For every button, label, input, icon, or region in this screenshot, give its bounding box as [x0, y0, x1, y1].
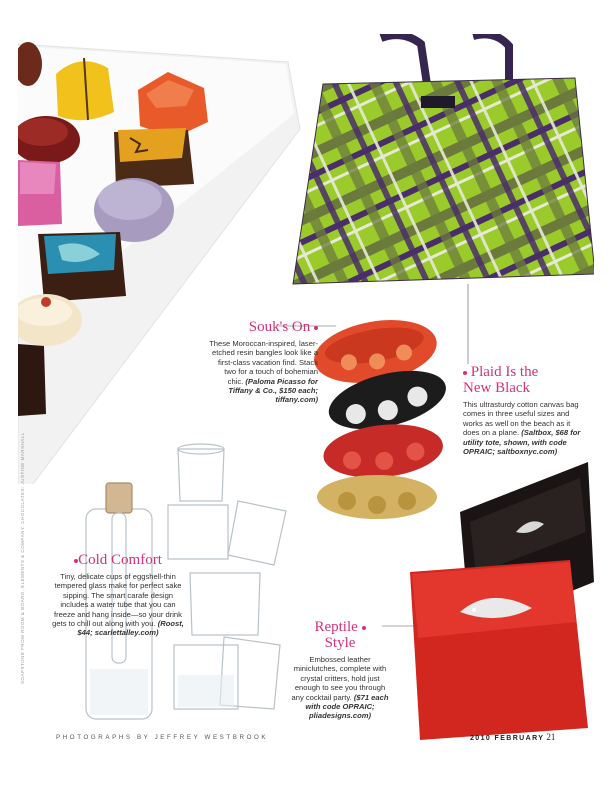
folio-date: 2010 FEBRUARY — [470, 735, 545, 742]
side-photo-credit: SOAPSTONE FROM ROOM & BOARD, ELEMENTS & COMPANY. CHOCOLATES: JUSTINE MARSHALL — [20, 432, 25, 684]
caption-body: Tiny, delicate cups of eggshell-thin tempered glass make for perfect sake sipping. The smart carafe design includes a water tube that you can freeze and hang inside—so your drink gets to chill out along with you. (Roost, $44; scarlettalley.com) — [52, 572, 184, 638]
caption-credit: ($71 each with code OPRAIC; pliadesigns.com) — [305, 692, 389, 721]
caption-body: These Moroccan-inspired, laser-etched resin bangles look like a first-class vacation find. Stack two for a touch of bohemian chic. (Paloma Picasso for Tiffany & Co., $150 each; tiffany.com) — [209, 339, 318, 405]
page-number: 21 — [546, 732, 556, 742]
caption-title: Cold Comfort — [52, 552, 184, 568]
folio — [470, 732, 555, 742]
magazine-page — [18, 34, 594, 758]
caption-title: Souk's On — [208, 319, 318, 335]
caption-body: Embossed leather miniclutches, complete with crystal critters, hold just enough to see you through any cocktail party. ($71 each with code OPRAIC; pliadesigns.com) — [291, 655, 389, 721]
caption-title: Plaid Is the New Black — [463, 364, 539, 396]
caption-leader-lines — [18, 34, 594, 758]
caption-credit: (Paloma Picasso for Tiffany & Co., $150 each; tiffany.com) — [228, 376, 318, 405]
photo-credit: PHOTOGRAPHS BY JEFFREY WESTBROOK — [56, 734, 269, 741]
caption-credit: (Saltbox, $68 for utility tote, shown, with code OPRAIC; saltboxnyc.com) — [463, 428, 581, 457]
caption-body: This ultrasturdy cotton canvas bag comes in three useful sizes and works as well on the beach as it does on a plane. (Saltbox, $68 for utility tote, shown, with code OPRAIC; saltboxnyc.com) — [463, 400, 581, 457]
caption-credit: (Roost, $44; scarlettalley.com) — [77, 619, 184, 638]
caption-title: Reptile Style — [290, 619, 390, 651]
